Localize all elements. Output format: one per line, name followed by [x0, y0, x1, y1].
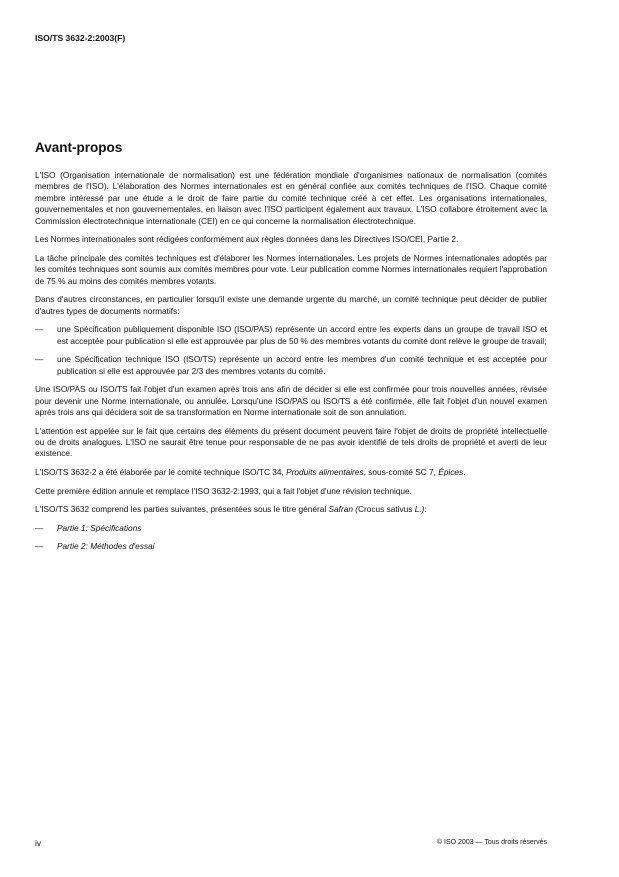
foreword-body [35, 170, 547, 560]
paragraph: L'ISO (Organisation internationale de normalisation) est une fédération mondiale d'organismes nationaux de normalisation (comités membres de l'ISO). L'élaboration des Normes internationales est en général confiée aux comités techniques de l'ISO. Chaque comité membre intéressé par une étude a le droit de faire partie du comité technique créé à cet effet. Les organisations internationales, gouvernementales et non gouvernementales, en liaison avec l'ISO participent également aux travaux. L'ISO collabore étroitement avec la Commission électrotechnique internationale (CEI) en ce qui concerne la normalisation électrotechnique. [35, 170, 547, 226]
text: . [463, 467, 466, 478]
list-item-text: une Spécification publiquement disponible ISO (ISO/PAS) représente un accord entre les experts dans un groupe de travail ISO et est acceptée pour publication si elle est approuvée par plus de 50 % des membres votants du comité dont relève le groupe de travail; [57, 324, 547, 346]
dash-bullet: — [35, 541, 44, 552]
paragraph [35, 504, 547, 515]
paragraph: Une ISO/PAS ou ISO/TS fait l'objet d'un examen après trois ans afin de décider si elle est confirmée pour trois nouvelles années, révisée pour devenir une Norme internationale, ou annulée. Lorsqu'une ISO/PAS ou ISO/TS a été confirmée, elle fait l'objet d'un nouvel examen après trois ans qui décidera soit de sa transformation en Norme internationale soit de son annulation. [35, 384, 547, 418]
list-item [35, 541, 547, 552]
text: : [424, 504, 427, 515]
italic-text: L.) [414, 504, 425, 515]
page-title: Avant-propos [35, 140, 123, 155]
italic-text: Épices [438, 467, 464, 478]
list-item [35, 324, 547, 347]
document-id-header: ISO/TS 3632-2:2003(F) [35, 33, 126, 43]
text: L'ISO/TS 3632 comprend les parties suivantes, présentées sous le titre général [35, 504, 329, 515]
list-item [35, 523, 547, 534]
list-item-text: une Spécification technique ISO (ISO/TS) représente un accord entre les membres d'un comité technique et est acceptée pour publication si elle est approuvée par 2/3 des membres votants du comité. [57, 354, 547, 376]
paragraph: Cette première édition annule et remplace l'ISO 3632-2:1993, qui a fait l'objet d'une révision technique. [35, 485, 412, 496]
italic-text: Produits alimentaires [286, 467, 364, 478]
copyright-notice: © ISO 2003 — Tous droits réservés [436, 839, 547, 846]
list-item [35, 354, 547, 377]
paragraph: La tâche principale des comités techniques est d'élaborer les Normes internationales. Les projets de Normes internationales adoptés par les comités techniques sont soumis aux comités membres pour vote. Leur publication comme Normes internationales requiert l'approbation de 75 % au moins des comités membres votants. [35, 252, 547, 286]
list-item-text: Partie 1: Spécifications [57, 522, 142, 533]
page-number: iv [35, 838, 41, 848]
paragraph: Les Normes internationales sont rédigées conformément aux règles données dans les Directives ISO/CEI, Partie 2. [35, 234, 459, 245]
text: , sous-comité SC 7, [363, 467, 439, 478]
dash-bullet: — [35, 354, 44, 365]
text: L'ISO/TS 3632-2 a été élaborée par le comité technique ISO/TC 34, [35, 467, 287, 478]
dash-bullet: — [35, 324, 44, 335]
list-item-text: Partie 2: Méthodes d'essai [57, 541, 155, 552]
paragraph [35, 467, 547, 478]
dash-bullet: — [35, 522, 44, 533]
text: Crocus sativus [358, 504, 415, 515]
paragraph: L'attention est appelée sur le fait que certains des éléments du présent document peuvent faire l'objet de droits de propriété intellectuelle ou de droits analogues. L'ISO ne saurait être tenue pour responsable de ne pas avoir identifié de tels droits de propriété et averti de leur existence. [35, 425, 547, 459]
paragraph: Dans d'autres circonstances, en particulier lorsqu'il existe une demande urgente du marché, un comité technique peut décider de publier d'autres types de documents normatifs: [35, 294, 547, 316]
italic-text: Safran ( [328, 504, 359, 515]
